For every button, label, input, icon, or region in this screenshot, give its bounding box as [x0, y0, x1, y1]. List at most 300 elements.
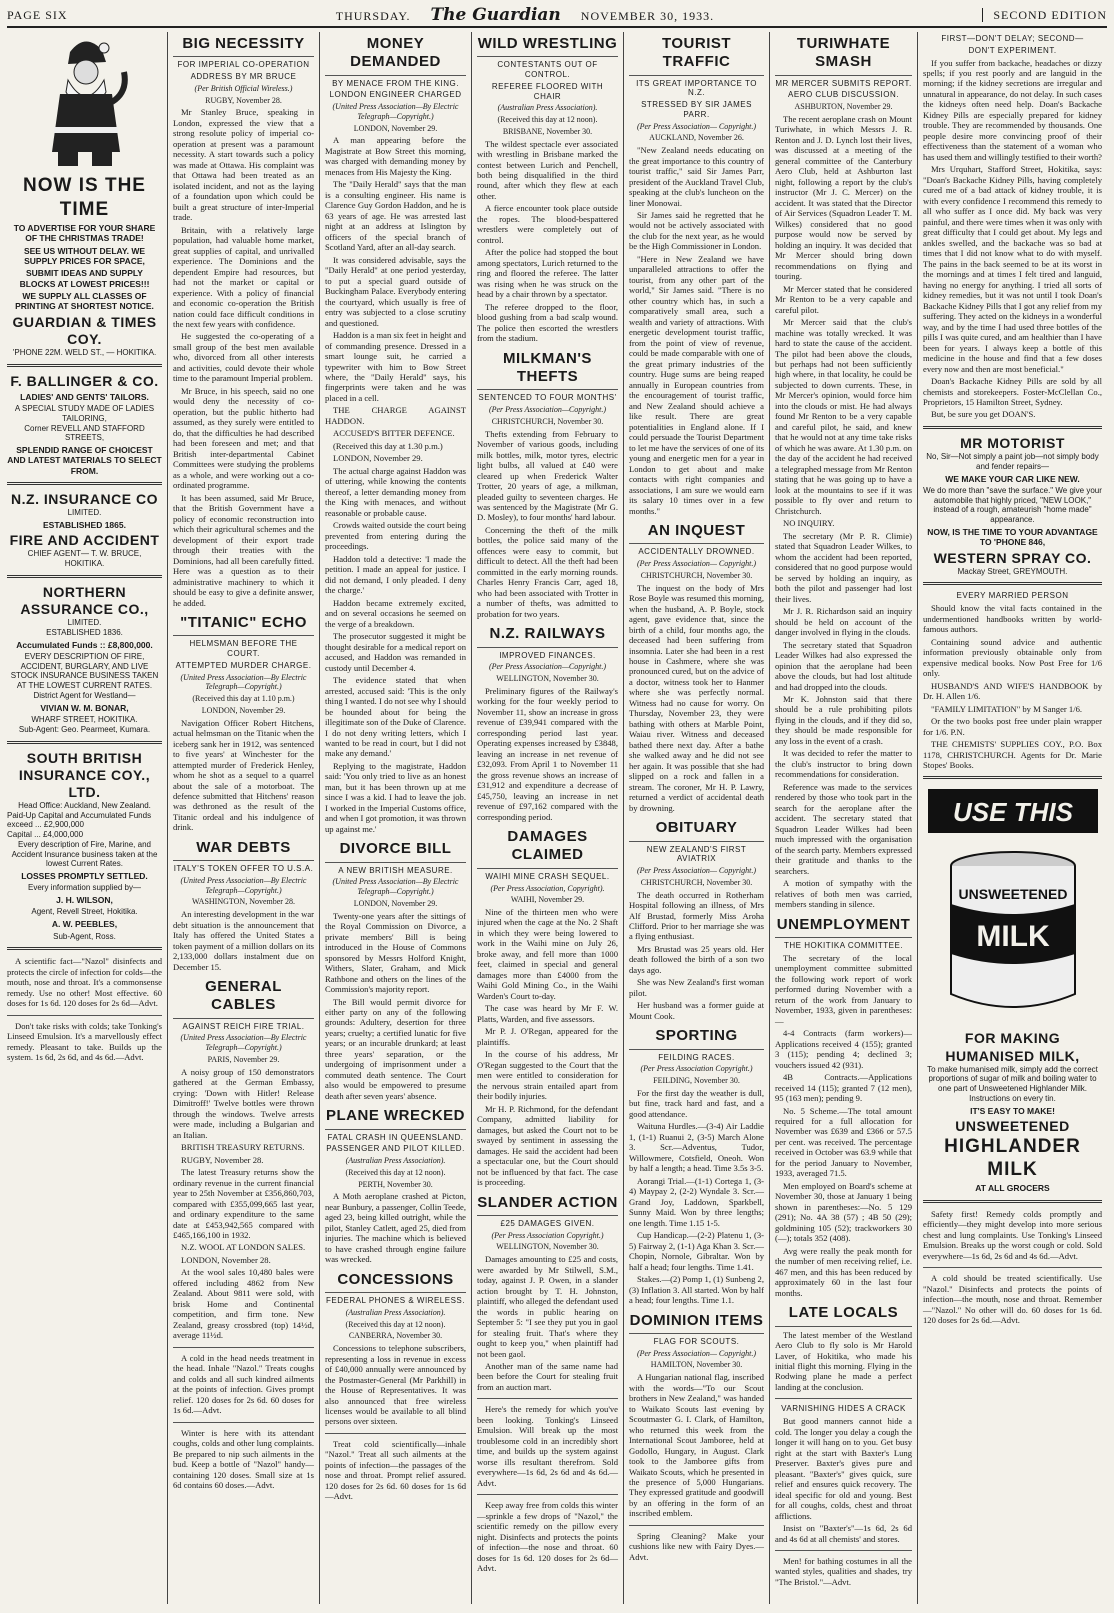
- subheading: ITS GREAT IMPORTANCE TO N.Z.: [636, 78, 757, 98]
- headline: OBITUARY: [629, 819, 764, 841]
- paragraph: It was considered advisable, says the "Daily Herald" at one period yesterday, to put a special guard outside of Buckingham Palace. Everybody entering the courtyard, which usually is free of entry was subjected to a close scrutiny and questioned.: [325, 254, 466, 328]
- paragraph: 4-4 Contracts (farm workers)—Applications received 4 (155); granted 3 (115); pending 4; declined 3; vouchers issued 42 (931).: [775, 1028, 912, 1070]
- ad-line: We do more than "save the surface." We give your automobile that highly priced, "NEW LOOK," instead of a rough, amateurish "home made" appearance.: [923, 485, 1102, 525]
- dateline: WELLINGTON, November 30.: [496, 674, 599, 684]
- ad-company-name: NORTHERN ASSURANCE CO.,: [20, 583, 149, 617]
- ad-text: A scientific fact—"Nazol" disinfects and protects the circle of infection for colds—the mouth, nose and throat. It's a commonsense remedy. Use no other! Most effective. 60 doses for 1s 6d. 120 doses for 2s 6d—Advt.: [7, 956, 162, 1009]
- headline: SPORTING: [629, 1027, 764, 1049]
- paragraph: BRITISH TREASURY RETURNS.: [181, 1142, 305, 1153]
- paragraph: At the wool sales 10,480 bales were offered including 4862 from New Zealand. About 9811 were sold, with brisk Home and Continental competition, and firm tone. New Zealand, greasy crossbred (top) 14½d, average 11½d.: [173, 1267, 314, 1341]
- ad-company-name: F. BALLINGER & CO.: [10, 372, 159, 389]
- paragraph: Avg were really the peak month for the number of men receiving relief, i.e. 467 men, and this has been reduced by approximately 60 in the last four months.: [775, 1245, 912, 1298]
- ad-line: EVERY DESCRIPTION OF FIRE, ACCIDENT, BURGLARY, AND LIVE STOCK INSURANCE BUSINESS TAKEN AT THE LOWEST CURRENT RATES.: [10, 651, 159, 691]
- ad-agent: J. H. WILSON,: [56, 895, 113, 906]
- source-line: (United Press Association—By Electric Telegraph—Copyright.): [180, 672, 307, 692]
- subheading: STRESSED BY SIR JAMES PARR.: [641, 100, 752, 119]
- paragraph: Damages amounting to £25 and costs, were awarded by Mr Stilwell, S.M., today, against J. P. Owen, in a slander action brought by T. H. Johnston, plaintiff, who alleged the defendant used the words in public hearing on September 5: "I see they put you in gaol for stealing fruit. That's where they ought to keep you," when plaintiff had not been gaol.: [477, 1254, 618, 1359]
- divider: [7, 482, 162, 485]
- paragraph: Navigation Officer Robert Hitchens, actual helmsman on the Titanic when the iceberg sank her in 1912, was sentenced to five years' at Winchester for the attempted murder of Frederick Henley, whom he shot as a sequel to a quarrel about the sale of a motorboat. The defence submitted that Hitchens' reason was dethroned as the result of the Titanic ordeal and his indulgence of drink.: [173, 717, 314, 833]
- subheading: REFEREE FLOORED WITH CHAIR: [491, 81, 604, 101]
- article-body: [775, 1416, 912, 1544]
- received-line: (Received this day at 12 noon).: [497, 115, 598, 125]
- subheading: FATAL CRASH IN QUEENSLAND.: [327, 1132, 464, 1142]
- article-nz-railways: [477, 625, 618, 822]
- dateline: CHRISTCHURCH, November 30.: [640, 570, 753, 580]
- paragraph: For the first day the weather is dull, but fine, track hard and fast, and a good attendance.: [629, 1087, 764, 1119]
- ad-line: ESTABLISHED 1865.: [43, 519, 126, 530]
- article-body: [477, 686, 618, 822]
- page-number: PAGE SIX: [7, 7, 68, 22]
- paragraph: Preliminary figures of the Railway's working for the four weekly period to November 11, show an increase in gross revenue of £39,941 compared with the corresponding period last year. Operating expenses increased by £3848, leaving an increase in net revenue of £32,093. From April 1 to November 11 the gross revenue shows an increase of £31,912 and expenditure a decrease of £45,750, leaving an increase in net revenue of £97,162 compared with the corresponding period.: [477, 685, 618, 822]
- paragraph: Aorangi Trial.—(1-1) Cortega 1, (3-4) Maypay 2, (2-2) Wyndale 3. Scr.—Grand Joy, Laddown, Sparkbell, Sunny Maid. Won by three lengths; one length. Time 1.15 1-5.: [629, 1175, 764, 1228]
- subheading: VARNISHING HIDES A CRACK: [781, 1404, 906, 1414]
- subheading: DON'T EXPERIMENT.: [968, 45, 1057, 55]
- ad-line: SUBMIT IDEAS AND SUPPLY BLOCKS AT LOWEST PRICES!!!: [19, 268, 150, 289]
- article-body: [775, 953, 912, 1299]
- headline: AN INQUEST: [629, 522, 764, 544]
- received-line: (Received this day at 12 noon).: [345, 1167, 446, 1177]
- subheading: A NEW BRITISH MEASURE.: [338, 865, 453, 875]
- subheading: FEDERAL PHONES & WIRELESS.: [326, 1296, 465, 1306]
- nz-insurance-ad: [7, 491, 162, 569]
- ad-line: Paid-Up Capital and Accumulated Funds exceed ... £2,900,000: [7, 810, 152, 830]
- paragraph: LONDON, November 28.: [181, 1254, 271, 1265]
- small-ad: [7, 956, 162, 1008]
- article-obituary: [629, 819, 764, 1021]
- santa-claus-illustration: [40, 32, 130, 172]
- ad-line: WE MAKE YOUR CAR LIKE NEW.: [945, 473, 1080, 484]
- article-body: [325, 911, 466, 1102]
- headline: TOURIST TRAFFIC: [629, 35, 764, 76]
- ad-agent: CHIEF AGENT— T. W. BRUCE, HOKITIKA.: [27, 549, 142, 569]
- small-ad: [325, 1439, 466, 1502]
- ad-agent-address: Agent, Revell Street, Hokitika.: [31, 907, 138, 917]
- article-sporting: [629, 1027, 764, 1305]
- article-big-necessity: [173, 35, 314, 608]
- paragraph: "New Zealand needs educating on the great importance to this country of tourist traffic," said Sir James Parr, president of the Auckland Travel Club, speaking at the club's luncheon on the liner Monowai.: [629, 145, 764, 208]
- ad-line: WE SUPPLY ALL CLASSES OF PRINTING AT SHORTEST NOTICE.: [15, 290, 154, 312]
- dateline: ASHBURTON, November 29.: [794, 102, 893, 112]
- article-body: [923, 603, 1102, 770]
- ad-line: Corner REVELL AND STAFFORD STREETS,: [24, 423, 145, 443]
- ad-line: IT'S EASY TO MAKE!: [970, 1105, 1055, 1116]
- article-body: [477, 139, 618, 344]
- article-an-inquest: [629, 522, 764, 813]
- paragraph: NO INQUIRY.: [783, 518, 835, 529]
- paragraph: The wildest spectacle ever associated with wrestling in Brisbane marked the contest between Lurich and Penchell, both being disqualified in the third round, after which they flew at each other.: [477, 138, 618, 201]
- masthead-center: [336, 5, 714, 26]
- paragraph: Stakes.—(2) Pomp 1, (1) Sunbeng 2, (3) Inflation 3. All started. Won by half a head; four lengths. Time 1.1.: [629, 1274, 764, 1306]
- ad-line: LIMITED.: [67, 618, 102, 628]
- headline: PLANE WRECKED: [325, 1107, 466, 1129]
- ad-line: District Agent for Westland—: [33, 690, 136, 700]
- divider: [7, 575, 162, 578]
- ad-line: LOSSES PROMPTLY SETTLED.: [21, 871, 148, 881]
- ad-company-name: N.Z. INSURANCE CO: [11, 491, 158, 508]
- subheading: LONDON ENGINEER CHARGED: [329, 90, 462, 100]
- divider: [7, 1015, 162, 1016]
- ad-text: Treat cold scientifically—inhale "Nazol." Treat all such ailments at the points of infection—the passages of the nose and throat. Prompt relief assured. 120 doses for 2s 6d. 60 doses for 1s 6d—Advt.: [325, 1438, 466, 1502]
- paragraph: Crowds waited outside the court being prevented from entering during the proceedings.: [325, 520, 466, 552]
- ad-heading: FOR MAKING HUMANISED MILK,: [945, 1030, 1080, 1064]
- subheading: BY MENACE FROM THE KING.: [332, 78, 459, 88]
- paragraph: HUSBAND'S AND WIFE'S HANDBOOK by Dr. H. Allen 1/6.: [923, 680, 1102, 702]
- milk-tin-illustration: [928, 844, 1098, 1024]
- ad-brand: HIGHLANDER: [944, 1136, 1081, 1158]
- article-body: [325, 135, 466, 834]
- ad-text: Don't take risks with colds; take Tonking's Linseed Emulsion. It's a marvellously effect remedy. Pleasant to take. Builds up the system. 1s 6d, 2s 6d, and 4s 6d.—Advt.: [7, 1020, 162, 1063]
- ad-text: A cold in the head needs treatment in the head. Inhale "Nazol." Treats coughs and colds and all such kindred ailments at the points of infection. Gives prompt relief. 120 doses for 2s 6d. 60 doses for 1s 6d.—Advt.: [173, 1352, 314, 1416]
- paragraph: "FAMILY LIMITATION" by M Sanger 1/6.: [931, 703, 1083, 714]
- paragraph: N.Z. WOOL AT LONDON SALES.: [181, 1242, 306, 1253]
- source-line: (Per Press Association Copyright.): [491, 1230, 604, 1240]
- article-general-cables: [173, 978, 314, 1341]
- paragraph: The inquest on the body of Mrs Rose Boyle was resumed this morning, when the husband, A. P. Boyle, stock agent, gave evidence that, since the birth of a child, four months ago, the deceased had been suffering from insomnia. Later she had been in a rest house in Cashmere, where she was pronounced cured, but on the advice of a doctor, witness took her to Hanmer where she was perfectly normal. Witness had no cause for worry. On Thursday, November 23, they were bathing with others at Marble Point, Waiau river. Witness and deceased bathed there next day. After a bathe she walked away and he did not see her again. It was possible that she had slipped on a rock and fallen in a stream. The coroner, Mr H. P. Lawry, returned a verdict of accidental death by drowning.: [629, 582, 764, 813]
- dateline: CHRISTCHURCH, November 30.: [491, 416, 604, 426]
- paragraph: Insist on "Baxter's"—1s 6d, 2s 6d and 4s 6d at all chemists' and stores.: [775, 1523, 912, 1544]
- article-money-demanded: [325, 35, 466, 834]
- small-ad: [923, 1209, 1102, 1261]
- paragraph: Mrs Brustad was 25 years old. Her death followed the birth of a son two days ago.: [629, 943, 764, 975]
- divider: [629, 1525, 764, 1526]
- article-body: [325, 1343, 466, 1427]
- ad-agent: VIVIAN W. M. BONAR,: [40, 702, 129, 713]
- headline: GENERAL CABLES: [173, 978, 314, 1019]
- paragraph: Haddon became extremely excited, and on several occasions he seemed on the verge of a breakdown.: [325, 597, 466, 629]
- headline: N.Z. RAILWAYS: [477, 625, 618, 647]
- paragraph: Mr P. J. O'Regan, appeared for the plaintiffs.: [477, 1026, 618, 1047]
- subheading: EVERY MARRIED PERSON: [956, 591, 1069, 601]
- use-this-banner: [928, 789, 1098, 833]
- ballinger-ad: [7, 373, 162, 477]
- small-ad: [7, 1021, 162, 1063]
- small-ad: [173, 1428, 314, 1491]
- divider: [923, 426, 1102, 429]
- highlander-milk-ad: [923, 785, 1102, 1193]
- paragraph: It has been assumed, said Mr Bruce, that the British Government have a policy of economic reconstruction into which their agricultural schemes and the development of their export trade through their treaties with the Dominions, had all been carefully fitted. Here was a question as to their administrative machinery to which it should be easy to give a definite answer, he added.: [173, 492, 314, 608]
- paragraph: Waituna Hurdles.—(3-4) Air Laddie 1, (1-1) Ruanui 2, (3-5) March Alone 3. Scr.—Adventus, Tudor, Willowmere, Cotsfield, Oneoh. Won by half a length; a head. Time 3.5s 3-5.: [629, 1121, 764, 1174]
- paragraph: A motion of sympathy with the relatives of both men was carried, members standing in silence.: [775, 878, 912, 910]
- source-line: (Australian Press Association).: [497, 103, 598, 113]
- source-line: (Australian Press Association).: [345, 1307, 446, 1317]
- small-ad: [173, 1353, 314, 1416]
- column-2: [167, 32, 319, 1604]
- source-line: (United Press Association—By Electric Telegraph—Copyright.): [180, 875, 307, 895]
- paragraph: The death occurred in Rotherham Hospital following an illness, of Mrs Alf Brustad, formerly Miss Aroha Clifford. Prior to her marriage she was a flying enthusiast.: [629, 889, 764, 942]
- guardian-times-ad: [7, 32, 162, 358]
- paragraph: Concerning the theft of the milk bottles, the police said many of the offences were easy to commit, but difficult to detect. All the theft had been committed in the early morning rounds. Charles Henry Francis Carr, aged 18, who had been associated with Trotter in a number of thefts, was admitted to probation for two years.: [477, 524, 618, 619]
- small-ad: [923, 1273, 1102, 1325]
- paragraph: RUGBY, November 28.: [181, 1154, 264, 1165]
- ad-headline-1: NOW IS THE: [23, 175, 146, 197]
- divider: [775, 1398, 912, 1399]
- divider: [173, 1422, 314, 1423]
- column-3: [319, 32, 471, 1604]
- paragraph: He suggested the co-operating of a small group of the best men available who, divorced from all other interests and activities, could devote their whole time to the paramount Imperial problem.: [173, 331, 314, 384]
- article-body: [775, 114, 912, 910]
- paragraph: But, be sure you get DOAN'S.: [931, 409, 1036, 420]
- ad-funds: Accumulated Funds :: £8,800,000.: [16, 639, 153, 650]
- paragraph: 4B Contracts.—Applications received 14 (115); granted 7 (12 men), 95 (163 men); pending 9.: [775, 1072, 912, 1104]
- paragraph: Mr H. P. Richmond, for the defendant Company, admitted liability for damages, but asked the Court not to be swayed by sentiment in assessing the damages. He said the accident had been a spectacular one, but the Court should not be influenced by that fact. The case is proceeding.: [477, 1103, 618, 1188]
- dateline: RUGBY, November 28.: [205, 95, 282, 105]
- baxters-ad: [775, 1404, 912, 1544]
- ad-text: Winter is here with its attendant coughs, colds and other lung complaints. Be prepared to nip such ailments in the bud. Keep a bottle of "Nazol" handy—containing 120 doses. Small size at 1s 6d contains 60 doses.—Advt.: [173, 1427, 314, 1491]
- paragraph: Thefts extending from February to November of various goods, including milk bottles, milk, motor tyres, electric light bulbs, all valued at £40 were cleared up when Frederick Walter Trotter, 20 years of age, a milkman, pleaded guilty to seventeen charges. He was sentenced by the Magistrate (Mr G. D. Mosley), to four months' hard labour.: [477, 428, 618, 523]
- divider: [775, 1550, 912, 1551]
- paragraph: Or the two books post free under plain wrapper for 1/6. P.N.: [923, 716, 1102, 737]
- divider: [7, 947, 162, 950]
- subheading: AGAINST REICH FIRE TRIAL.: [182, 1021, 305, 1031]
- headline: BIG NECESSITY: [173, 35, 314, 57]
- paragraph: In the course of his address, Mr O'Regan suggested to the Court that the men were entitled to consideration for the nervous strain entailed apart from their bodily injuries.: [477, 1049, 618, 1102]
- subheading: FOR IMPERIAL CO-OPERATION: [177, 60, 310, 70]
- article-body: [629, 145, 764, 516]
- ad-line: LIMITED.: [67, 508, 102, 518]
- ad-line: Every information supplied by—: [28, 883, 141, 893]
- source-line: (Per British Official Wireless.): [194, 83, 293, 93]
- headline: CONCESSIONS: [325, 1271, 466, 1293]
- article-body: [629, 890, 764, 1022]
- masthead-day: THURSDAY.: [335, 8, 411, 23]
- paragraph: (Received this day at 1.30 p.m.): [333, 440, 443, 451]
- column-5: [623, 32, 769, 1604]
- article-body: [325, 1191, 466, 1264]
- ad-line: To make humanised milk, simply add the correct proportions of sugar of milk and boiling water to one part of Unsweetened Highlander Milk. Instructions on every tin.: [927, 1064, 1098, 1103]
- dateline: WELLINGTON, November 30.: [496, 1242, 599, 1252]
- headline: DIVORCE BILL: [325, 840, 466, 862]
- subheading: SENTENCED TO FOUR MONTHS': [478, 393, 617, 403]
- paragraph: No. 5 Scheme.—The total amount required for a full allocation for November was £639 and £366 or 57.5 per cent. was received. The percentage received in October was 63.9 while that for the period January to November, 1933, averaged 71.5.: [775, 1105, 912, 1179]
- received-line: (Received this day at 1.10 p.m.): [192, 694, 295, 704]
- paragraph: A fierce encounter took place outside the ropes. The blood-bespattered wrestlers were completely out of control.: [477, 203, 618, 245]
- paragraph: Sir James said he regretted that he would not be actively associated with the club for the next year, as he would be the High Commissioner in London.: [629, 210, 764, 252]
- column-1: [7, 32, 167, 1604]
- paragraph: The case was heard by Mr F. W. Platts, Warden, and five assessors.: [477, 1003, 618, 1024]
- paragraph: The secretary of the local unemployment committee submitted the following work report of work performed during November with a return of the work from January to November, 1933, given in parentheses:—: [775, 952, 912, 1026]
- article-milkmans-thefts: [477, 350, 618, 620]
- small-ad: [477, 1404, 618, 1488]
- paragraph: Nine of the thirteen men who were injured when the cage at the No. 2 Shaft in which they were being lowered to work in the Waihi mine on July 26, broke away, and fell more than 1000 feet, claimed in special and general damages more than £4000 from the Waihi Gold Mining Co., in the Waihi Warden's Court to-day.: [477, 907, 618, 1001]
- ad-text: Safety first! Remedy colds promptly and efficiently—they might develop into more serious chest and lung complaints. Use Tonking's Linseed Emulsion. Breaks up the worst cough or cold. Sold everywhere—1s 6d, 2s 6d and 4s 6d.—Advt.: [923, 1208, 1102, 1261]
- dateline: LONDON, November 29.: [353, 123, 438, 133]
- ad-line: SPLENDID RANGE OF CHOICEST AND LATEST MATERIALS TO SELECT FROM.: [7, 445, 162, 476]
- source-line: (Per Press Association—Copyright.): [488, 405, 607, 415]
- doans-ad: [923, 34, 1102, 420]
- paragraph: THE CHEMISTS' SUPPLIES COY., P.O. Box 1178, CHRISTCHURCH. Agents for Dr. Marie Stopes' Books.: [923, 739, 1102, 770]
- divider: [923, 776, 1102, 779]
- article-titanic-echo: [173, 614, 314, 833]
- newspaper-title: The Guardian: [430, 4, 561, 25]
- paragraph: It was decided to refer the matter to the club's instructor to bring down recommendations for consideration.: [775, 748, 912, 780]
- subheading: FEILDING RACES.: [658, 1052, 735, 1062]
- ad-line: SEE US WITHOUT DELAY. WE SUPPLY PRICES FOR SPACE,: [23, 245, 146, 266]
- paragraph: The recent aeroplane crash on Mount Turiwhate, in which Messrs J. R. Renton and J. D. Lynch lost their lives, was discussed at a meeting of the general committee of the Canterbury Aero Club, held at Ashburton last night, following a report by the club's instructor (Mr J. C. Mercer) on the accident. It was stated that the Director of Air Services (Squadron Leader T. M. Wilkes) considered that no good purpose would now be served by holding an inquiry. It was decided that Mr Mercer should bring down recommendations on flying and touring.: [775, 113, 912, 282]
- ad-line: No, Sir—Not simply a paint job—not simply body and fender repairs—: [926, 452, 1099, 471]
- article-concessions: [325, 1271, 466, 1427]
- article-unemployment: [775, 916, 912, 1299]
- ad-text: A cold should be treated scientifically. Use "Nazol." Disinfects and protects the points of infection—the mouth, nose and throat. Remember—"Nazol." No other will do. 60 doses for 1s 6d. 120 doses for 2s 6d.—Advt.: [923, 1273, 1102, 1326]
- paragraph: She was New Zealand's first woman pilot.: [629, 977, 764, 998]
- headline: DOMINION ITEMS: [629, 1312, 764, 1334]
- paragraph: The latest Treasury returns show the ordinary revenue in the current financial year to 25th November at £356,860,703, compared with £355,099,665 last year, and ordinary expenditure to the same date at £453,942,565 compared with £465,166,100 in 1932.: [173, 1167, 314, 1240]
- paragraph: The secretary stated that Squadron Leader Wilkes had also expressed the opinion that the aeroplane had been above the clouds, but had lost altitude and had dropped into the clouds.: [775, 639, 912, 692]
- divider: [923, 1200, 1102, 1203]
- ad-headline-2: TIME: [59, 198, 110, 220]
- headline: MONEY DEMANDED: [325, 35, 466, 76]
- subheading: HELMSMAN BEFORE THE COURT.: [189, 639, 298, 659]
- ad-company-name: GUARDIAN & TIMES COY.: [12, 313, 157, 347]
- headline: WILD WRESTLING: [477, 35, 618, 57]
- dateline: CHRISTCHURCH, November 30.: [640, 877, 753, 887]
- dateline: FEILDING, November 30.: [653, 1076, 740, 1086]
- paragraph: Should know the vital facts contained in the undermentioned handbooks written by world-famous authors.: [923, 603, 1102, 635]
- paragraph: THE CHARGE AGAINST HADDON.: [325, 405, 466, 426]
- dateline: PARIS, November 29.: [207, 1054, 280, 1064]
- source-line: (Australian Press Association).: [345, 1156, 446, 1166]
- paragraph: But good manners cannot hide a cold. The longer you delay a cough the longer it will hang on to you. Get busy right at the start with Baxter's Lung Preserver. Baxter's gives pure and pleasant. "Baxter's" gives quick, sure relief and ensures quick recovery. The ideal specific for old and young. Best for all coughs, colds, chest and throat afflictions.: [775, 1416, 912, 1521]
- subheading: ACCIDENTALLY DROWNED.: [638, 547, 755, 557]
- paragraph: Haddon told a detective: 'I made the petition. I made an appeal for justice. I did not demand, I only pleaded. I deny the charge.': [325, 553, 466, 596]
- paragraph: "Here in New Zealand we have unparalleled attractions to offer the tourist, from any other part of the world," Sir James said. "There is no other country which has, in such a comparatively small area, such a wealth and variety of attractions. With energetic development tourist traffic, from the point of view of revenue, could be made comparable with one of the great primary industries of the country. Huge sums are being reaped annually in European countries from the encouragement of tourist traffic, and New Zealand should achieve a like result. There are great potentialities in England alone. If I could persuade the Tourist Department to let me have the services of one of its young and energetic men for a year in London to get about and make contacts with right companies and associations, I am sure we would earn its salary 10 times over in a few months.": [629, 253, 764, 516]
- ad-line: A SPECIAL STUDY MADE OF LADIES TAILORING,: [14, 404, 155, 423]
- chemists-supplies-ad: [923, 591, 1102, 770]
- column-6: [769, 32, 917, 1604]
- masthead: [7, 4, 1107, 28]
- subheading: MR MERCER SUBMITS REPORT.: [775, 78, 912, 88]
- divider: [325, 1433, 466, 1434]
- ad-line: TO ADVERTISE FOR YOUR SHARE OF THE CHRISTMAS TRADE!: [13, 222, 156, 244]
- paragraph: Another man of the same name had been before the Court for stealing fruit from an auction mart.: [477, 1360, 618, 1392]
- paragraph: An interesting development in the war debt situation is the announcement that Italy has offered the United States a token payment of a million dollars on its 2,133,000 dollars instalment due on December 15.: [173, 909, 314, 972]
- ad-address: 'PHONE 22M. WELD ST., — HOKITIKA.: [12, 347, 157, 357]
- subheading: ADDRESS BY MR BRUCE: [190, 72, 297, 82]
- paragraph: Men employed on Board's scheme at November 30, those at January 1 being shown in parentheses:—No. 5 129 (291); No. 4A 38 (57) ; 4B 50 (29); goldmining 105 (52); trackworkers 30 (—); totals 352 (408).: [775, 1180, 912, 1244]
- dateline: LONDON, November 29.: [353, 898, 438, 908]
- small-ad: [775, 1556, 912, 1587]
- headline: DAMAGES CLAIMED: [477, 828, 618, 869]
- article-turiwhate-smash: [775, 35, 912, 910]
- received-line: (Received this day at 12 noon).: [345, 1319, 446, 1329]
- headline: LATE LOCALS: [775, 1304, 912, 1326]
- source-line: (Per Press Association— Copyright.): [636, 1348, 757, 1358]
- subheading: THE HOKITIKA COMMITTEE.: [783, 940, 904, 950]
- paragraph: The actual charge against Haddon was of uttering, while knowing the contents thereof, a letter demanding money from the King with menaces, and without reasonable or probable cause.: [325, 465, 466, 518]
- paragraph: The secretary (Mr P. R. Climie) stated that Squadron Leader Wilkes, to whom the accident had been reported, considered that no good purpose would be served by holding an inquiry, as both the pilot and passenger had lost their lives.: [775, 530, 912, 604]
- headline: SLANDER ACTION: [477, 1194, 618, 1216]
- paragraph: LONDON, November 29.: [333, 453, 423, 464]
- paragraph: Reference was made to the services rendered by those who took part in the search for the aeroplane after the accident. The secretary stated that Squadron Leader Wilkes had been much impressed with the organisation of the search party. Members expressed their gratitude and thanks to the searchers.: [775, 781, 912, 876]
- paragraph: The evidence stated that when arrested, accused said: 'This is the only thing I wanted. I do not see why I should be hounded about for being the illegitimate son of the Duke of Clarence. I do not deny writing letters, which I wanted to be read in court, but I did not make any demand.': [325, 675, 466, 759]
- ad-company-name: SOUTH BRITISH INSURANCE COY., LTD.: [18, 749, 151, 800]
- paragraph: Concessions to telephone subscribers, representing a loss in revenue in excess of £40,000 annually were announced by the Postmaster-General (Mr Parkhill) in the House of Representatives. It was also announced that free wireless licenses would be available to all blind persons over sixteen.: [325, 1343, 466, 1427]
- paragraph: Mr Stanley Bruce, speaking in London, expressed the view that a strong resolute policy of imperial co-operation at present was a paramount necessity. A start towards such a policy was made at Ottawa. His complaint was that Ottawa had been treated as an isolated incident, and not as the laying of a foundation upon which could be built a great structure of inter-Imperial trade.: [173, 107, 314, 223]
- northern-assurance-ad: [7, 584, 162, 735]
- source-line: (Per Press Association— Copyright.): [636, 559, 757, 569]
- paragraph: Cup Handicap.—(2-2) Platenu 1, (3-5) Fairway 2, (1-1) Aga Khan 3. Scr.—Chopin, Nornole, Gibraltar. Won by half a head; four lengths. Time 1.41.: [629, 1230, 764, 1272]
- ad-text: Keep away free from colds this winter—sprinkle a few drops of "Nazol," the scientific remedy on the pillow every night. Disinfects and protects the points of infection—the nose and throat. 60 doses for 1s 6d. 120 doses for 2s 6d—Advt.: [477, 1500, 618, 1574]
- tin-label-text: UNSWEETENED: [958, 885, 1067, 902]
- ad-line: LADIES' AND GENTS' TAILORS.: [20, 391, 149, 402]
- article-body: [173, 107, 314, 608]
- ad-line: Capital ... £4,000,000: [7, 830, 84, 839]
- subheading: FIRST—DON'T DELAY; SECOND—: [941, 34, 1084, 43]
- paragraph: ACCUSED'S BITTER DEFENCE.: [333, 428, 455, 439]
- paragraph: Mrs Urquhart, Stafford Street, Hokitika, says: "Doan's Backache Kidney Pills, having completely cured me of a bad attack of kidney trouble, it is with every confidence I recommend this remedy to all who suffer as I once did. My back was very painful, and there were times when it was only with great difficulty that I could get about. My legs and ankles swelled, and the backache was so bad at times that I did not know what to do with myself. The pains in the back seemed to be at its worst in the mornings and at times I felt tired and languid, having no energy for anything. I tried all sorts of kidney remedies, but it was not until I took Doan's Backache Kidney Pills that I got any relief from my suffering. They acted on the kidneys in a wonderful way, and by the time I had used three bottles of the pills I was quite cured, and am healthier than I have been for years. I always keep a bottle of this medicine in the house and find that a few doses every now and then are most beneficial.": [923, 164, 1102, 374]
- paragraph: Mr J. R. Richardson said an inquiry should be held on account of the danger involved in flying in the clouds.: [775, 606, 912, 638]
- subheading: £25 DAMAGES GIVEN.: [500, 1218, 595, 1228]
- banner-text: USE THIS: [952, 797, 1073, 828]
- article-body: [477, 429, 618, 620]
- subheading: CONTESTANTS OUT OF CONTROL.: [497, 60, 598, 80]
- dateline: WASHINGTON, November 28.: [192, 897, 295, 907]
- subheading: WAIHI MINE CRASH SEQUEL.: [485, 871, 610, 881]
- dateline: CANBERRA, November 30.: [348, 1331, 443, 1341]
- dateline: WAIHI, November 29.: [510, 895, 585, 905]
- paragraph: Containing sound advice and authentic information previously obtainable only from expensive medical books. Now Post Free for 1/6 only.: [923, 636, 1102, 679]
- small-ad: [477, 1500, 618, 1573]
- column-4: [471, 32, 623, 1604]
- tin-label-text: MILK: [975, 919, 1050, 953]
- paragraph: Doan's Backache Kidney Pills are sold by all chemists and storekeepers. Foster-McClellan Co., Proprietors, 15 Hamilton Street, Sydney.: [923, 376, 1102, 407]
- ad-brand: MILK: [987, 1159, 1038, 1181]
- article-body: [629, 1088, 764, 1306]
- ad-subagent: Sub-Agent: Geo. Pearmeet, Kumara.: [18, 724, 151, 734]
- source-line: (Per Press Association— Copyright.): [636, 121, 757, 131]
- article-dominion-items: [629, 1312, 764, 1519]
- headline: "TITANIC" ECHO: [173, 614, 314, 636]
- subheading: PASSENGER AND PILOT KILLED.: [326, 1144, 465, 1154]
- dateline: HAMILTON, November 30.: [650, 1360, 743, 1370]
- source-line: (United Press Association—By Electric Telegraph—Copyright.): [332, 877, 459, 897]
- article-body: [477, 1254, 618, 1392]
- headline: WAR DEBTS: [173, 839, 314, 861]
- small-ad: [629, 1531, 764, 1562]
- subheading: ATTEMPTED MURDER CHARGE.: [175, 660, 312, 670]
- article-war-debts: [173, 839, 314, 972]
- ad-line: NOW, IS THE TIME TO YOUR ADVANTAGE TO 'PHONE 846,: [927, 526, 1098, 548]
- paragraph: The referee dropped to the floor, blood gushing from a bad scalp wound. The police then escorted the wrestlers from the stadium.: [477, 301, 618, 344]
- ad-agent: A. W. PEEBLES,: [51, 919, 118, 930]
- western-spray-ad: [923, 435, 1102, 576]
- ad-address: Mackay Street, GREYMOUTH.: [957, 566, 1068, 576]
- dateline: BRISBANE, November 30.: [502, 126, 593, 136]
- article-body: [477, 907, 618, 1188]
- divider: [923, 582, 1102, 585]
- source-line: (Per Press Association—Copyright.): [488, 662, 607, 672]
- paragraph: A man appearing before the Magistrate at Bow Street this morning, was charged with demanding money by menaces from His Majesty the King.: [325, 135, 466, 177]
- dateline: AUCKLAND, November 26.: [649, 133, 744, 143]
- article-body: [923, 58, 1102, 420]
- article-body: [629, 1372, 764, 1519]
- divider: [923, 1267, 1102, 1268]
- source-line: (Per Press Association— Copyright.): [636, 866, 757, 876]
- subheading: FLAG FOR SCOUTS.: [653, 1336, 740, 1346]
- divider: [7, 364, 162, 367]
- paragraph: A noisy group of 150 demonstrators gathered at the German Embassy, crying: 'Down with Hitler! Release Dimitroff!' Twelve bottles were thrown through the windows. Twelve arrests were made, including a Bulgarian and an Italian.: [173, 1066, 314, 1140]
- article-body: [775, 1330, 912, 1393]
- article-damages-claimed: [477, 828, 618, 1187]
- divider: [477, 1494, 618, 1495]
- article-plane-wrecked: [325, 1107, 466, 1264]
- ad-text: Men! for bathing costumes in all the wanted styles, qualities and shades, try "The Bristol."—Advt.: [775, 1556, 912, 1587]
- south-british-ad: [7, 750, 162, 942]
- article-body: [173, 909, 314, 972]
- ad-company-name: WESTERN SPRAY CO.: [933, 549, 1092, 566]
- paragraph: Haddon is a man six feet in height and of commanding presence. Dressed in a smart lounge suit, he carried a typewriter with him to Bow Street where, the "Daily Herald" says, his fingerprints were taken and he was placed in a cell.: [325, 330, 466, 403]
- article-body: [629, 583, 764, 814]
- source-line: (United Press Association—By Electric Telegraph—Copyright.): [180, 1033, 307, 1053]
